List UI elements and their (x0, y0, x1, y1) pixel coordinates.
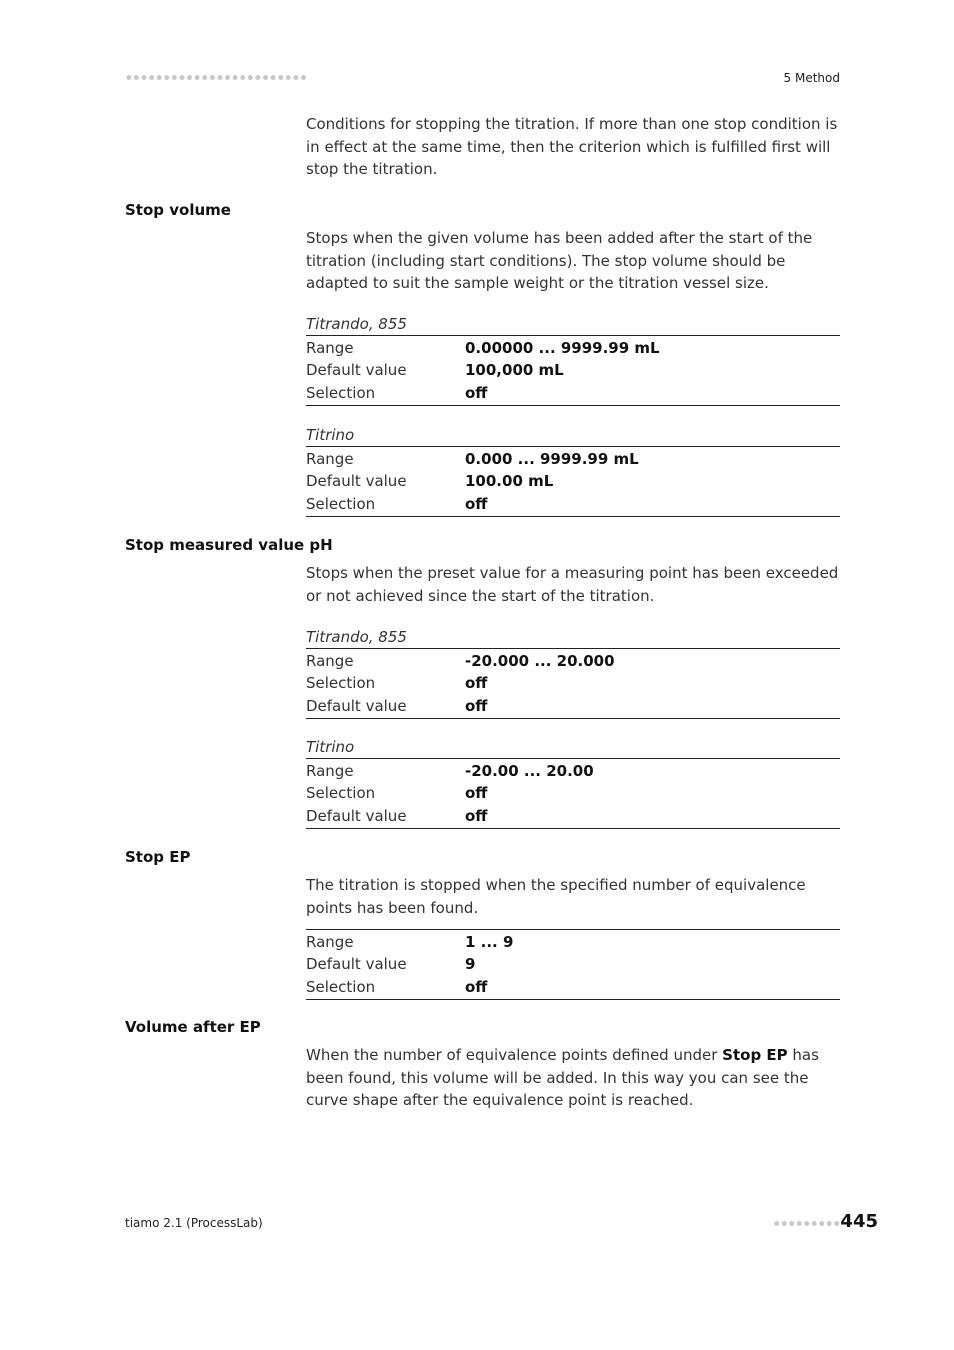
table-row (306, 695, 840, 717)
table-row (306, 976, 840, 998)
stop-ep-reference: Stop EP (722, 1046, 788, 1064)
footer-dots-decoration (773, 1220, 840, 1227)
heading-stop-ep: Stop EP (125, 848, 191, 866)
table-row (306, 782, 840, 804)
row-key: Selection (306, 784, 376, 803)
row-key: Default value (306, 472, 407, 491)
stop-ep-description: The titration is stopped when the specified number of equivalence points has been found. (306, 876, 806, 917)
text-segment: When the number of equivalence points defined under (306, 1046, 723, 1064)
row-value: 0.000 ... 9999.99 mL (465, 450, 639, 468)
row-value: off (465, 784, 488, 803)
header-dots-decoration (125, 74, 307, 81)
row-value: 100.00 mL (465, 472, 554, 491)
row-value: 100,000 mL (465, 361, 564, 380)
row-key: Default value (306, 955, 407, 974)
table-caption: Titrando, 855 (306, 314, 840, 336)
text-segment: has been found, this volume will be added. In this way you can see the curve shape after the equivalence point is reached. (306, 1046, 819, 1110)
heading-stop-volume: Stop volume (125, 201, 231, 219)
table-caption: Titrino (306, 737, 840, 759)
footer-product-name: tiamo 2.1 (ProcessLab) (125, 1216, 263, 1230)
stop-volume-table-titrino (306, 425, 840, 517)
stop-ph-table-titrino (306, 737, 840, 829)
table-row (306, 382, 840, 404)
header-section-title: 5 Method (783, 71, 840, 85)
row-key: Range (306, 652, 354, 670)
row-value: off (465, 494, 488, 513)
stop-ph-table-titrando (306, 627, 840, 719)
table-row (306, 448, 840, 470)
row-value: off (465, 977, 488, 996)
stop-volume-description: Stops when the given volume has been added after the start of the titration (including start conditions). The stop volume should be adapted to suit the sample weight or the titration vessel size. (306, 229, 813, 293)
row-value: off (465, 674, 488, 693)
stop-volume-table-titrando (306, 314, 840, 406)
row-value: off (465, 806, 488, 825)
row-value: 0.00000 ... 9999.99 mL (465, 339, 660, 357)
row-key: Range (306, 933, 354, 951)
stop-ep-table (306, 929, 840, 1000)
table-row (306, 470, 840, 492)
table-caption: Titrino (306, 425, 840, 447)
heading-stop-measured-ph: Stop measured value pH (125, 536, 333, 554)
heading-volume-after-ep: Volume after EP (125, 1018, 261, 1036)
table-row (306, 337, 840, 359)
row-value: -20.00 ... 20.00 (465, 762, 594, 780)
row-key: Default value (306, 806, 407, 825)
row-key: Selection (306, 383, 376, 402)
row-key: Range (306, 762, 354, 780)
row-key: Range (306, 450, 354, 468)
table-row (306, 359, 840, 381)
intro-paragraph: Conditions for stopping the titration. If more than one stop condition is in effect at the same time, then the criterion which is fulfilled first will stop the titration. (306, 115, 838, 179)
table-caption: Titrando, 855 (306, 627, 840, 649)
table-row (306, 650, 840, 672)
row-key: Default value (306, 361, 407, 380)
volume-after-ep-description (306, 1044, 842, 1112)
row-value: -20.000 ... 20.000 (465, 652, 615, 670)
row-key: Selection (306, 494, 376, 513)
row-key: Range (306, 339, 354, 357)
row-key: Selection (306, 674, 376, 693)
row-key: Selection (306, 977, 376, 996)
table-row (306, 953, 840, 975)
row-key: Default value (306, 696, 407, 715)
row-value: off (465, 383, 488, 402)
row-value: off (465, 696, 488, 715)
stop-measured-ph-description: Stops when the preset value for a measuring point has been exceeded or not achieved since the start of the titration. (306, 564, 839, 605)
table-row (306, 805, 840, 827)
table-row (306, 672, 840, 694)
table-row (306, 931, 840, 953)
table-row (306, 493, 840, 515)
row-value: 9 (465, 955, 476, 974)
row-value: 1 ... 9 (465, 933, 514, 951)
table-row (306, 760, 840, 782)
page-number: 445 (840, 1211, 878, 1232)
